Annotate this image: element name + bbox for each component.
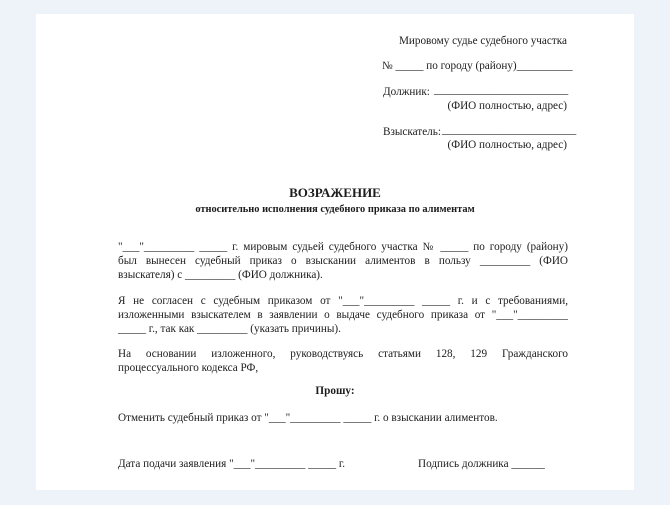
paragraph-1-line-2: был вынесен судебный приказ о взыскании алиментов в пользу _________ (ФИО	[118, 255, 568, 267]
debtor-label: Должник:	[383, 86, 430, 98]
paragraph-1-line-3: взыскателя) с _________ (ФИО должника).	[118, 269, 323, 281]
document-title: ВОЗРАЖЕНИЕ	[289, 185, 381, 200]
debtor-blank: ________________________	[434, 84, 569, 96]
paragraph-2-line-3: _____ г., так как _________ (указать причины).	[118, 323, 341, 335]
debtor-hint: (ФИО полностью, адрес)	[447, 100, 567, 112]
district-line: № _____ по городу (району)__________	[382, 60, 573, 72]
debtor-signature: Подпись должника ______	[418, 458, 545, 470]
document-subtitle: относительно исполнения судебного приказа по алиментам	[195, 204, 475, 215]
claimant-blank: ________________________	[442, 124, 577, 136]
addressee: Мировому судье судебного участка	[398, 35, 567, 47]
claimant-hint: (ФИО полностью, адрес)	[447, 139, 567, 151]
paragraph-3-line-1: На основании изложенного, руководствуясь статьями 128, 129 Гражданского	[118, 348, 568, 360]
document-page	[36, 14, 634, 490]
claimant-label: Взыскатель:	[383, 126, 441, 138]
request-text: Отменить судебный приказ от "___"_________ _____ г. о взыскании алиментов.	[118, 412, 498, 424]
paragraph-2-line-2: изложенными взыскателем в заявлении о выдаче судебного приказа от "___"_________	[118, 309, 568, 321]
paragraph-2-line-1: Я не согласен с судебным приказом от "___"_________ _____ г. и с требованиями,	[118, 295, 568, 307]
paragraph-1-line-1: "___"_________ _____ г. мировым судьей судебного участка № _____ по городу (району)	[118, 241, 568, 253]
request-heading: Прошу:	[315, 385, 355, 397]
submission-date: Дата подачи заявления "___"_________ _____ г.	[118, 458, 346, 470]
paragraph-3-line-2: процессуального кодекса РФ,	[118, 362, 259, 374]
